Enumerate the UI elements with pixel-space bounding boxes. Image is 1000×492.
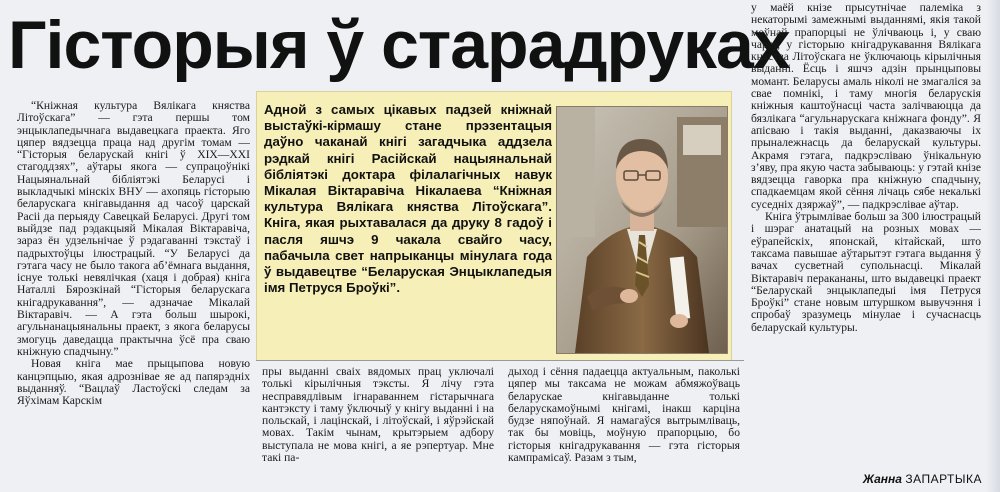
author-photo <box>556 106 728 354</box>
column-3 <box>508 366 740 490</box>
portrait-photo-icon <box>557 107 727 353</box>
column-4 <box>751 2 981 462</box>
paragraph: “Кніжная культура Вялікага княства Літоўскага” — гэта першы том энцыклапедычнага выдавецкага праекта. Яго цяпер вядзецца праца над другім томам — “Гісторыя беларускай кнігі ў XIX—XXI стагоддзях”, аўтары якога — супрацоўнікі Нацыянальнай бібліятэкі Беларусі і выкладчыкі мінскіх ВНУ — ахопяць гісторыю беларускага кнігавыдання ад часоў царскай Расіі да перыяду Савецкай Беларусі. Другі том выйдзе пад рэдакцыяй Мікалая Віктаравіча, зараз ён удзельнічае ў рэдагаванні тэкстаў і падрыхтоўцы ілюстрацый. “У Беларусі да гэтага часу не было такога аб’ёмнага выдання, існуе толькі невялічкая (хаця і добрая) кніга Наталлі Бярозкінай “Гісторыя беларускага кнігадрукавання”, — адзначае Мікалай Віктаравіч. — А гэта больш шырокі, агульнанацыянальны праект, з якога беларусы змогуць даведацца практычна ўсё пра сваю кніжную спадчыну.” <box>17 100 250 358</box>
author-byline <box>790 472 982 486</box>
paragraph: Новая кніга мае прыцыпова новую канцэпцыю, якая адрозніваe яе ад папярэдніх выданняў. “Вацлаў Ластоўскі следам за Яўхімам Карскім <box>17 357 250 408</box>
paragraph: дыход і сёння падаецца актуальным, паколькі цяпер мы таксама не можам абмяжоўваць беларускае кнігавыданне толькі беларускамоўнымі кнігамі, інакш карціна будзе няпоўнай. Я намагаўся вытрымліваць, так бы мовіць, моўную прапорцыю, бо гісторыя кнігадрукавання — гэта гісторыя кампрамісаў. Разам з тым, <box>508 366 740 465</box>
author-surname: ЗАПАРТЫКА <box>905 472 982 486</box>
author-first-name: Жанна <box>862 472 902 486</box>
article-headline: Гісторыя ў старадруках <box>8 7 790 83</box>
column-2 <box>262 366 494 490</box>
paragraph: пры выданні сваіх вядомых прац уключалі толькі кірылічныя тэксты. Я лічу гэта несправядлівым ігнараваннем гістарычнага кантэксту і таму ўключыў у кнігу выданні і на польскай, і лацінскай, і літоўскай, і яўрэйскай мовах. Такім чынам, крытэрыем адбору выступала не мова кнігі, а яе рэпертуар. Мне такі па- <box>262 366 494 465</box>
paragraph: у маёй кнізе прысутнічае палеміка з некаторымі замежнымі выданнямі, якія такой моўнай прапорцыі не ўлічваюць і, у сваю чаргу, у гісторыю кнігадрукавання Вялікага княства Літоўскага не ўключаюць кірылічныя выданні. Ёсць і яшчэ адзін прынцыповы момант. Беларусы амаль ніколі не змагаліся за свае помнікі, і таму многія беларускія кніжныя каштоўнасці часта залічваюцца да бязлікага “агульнарускага кніжнага фонду”. Я апісваю і такія выданні, даказваючы іх прыналежнасць да беларускай культуры. Акрамя гэтага, падкрэсліваю ўнікальную з’яву, пра якую часта забываюць: у гэтай кнізе вядзецца гаворка пра кніжную спадчыну, спадкаемцам якой сёння лічаць сябе некалькі суседніх дзяржаў”, — падкрэсліваe аўтар. <box>751 2 981 211</box>
paragraph: Кніга ўтрымлівае больш за 300 ілюстрацый і шэраг анатацый на розных мовах — еўрапейскіх, японскай, кітайскай, што таксама павышае аўтарытэт гэтага выдання ў вачах сусветнай супольнасці. Мікалай Віктаравіч перакананы, што выдавецкі праект “Беларускай энцыклапедыі імя Петруся Броўкі” стане новым штуршком вывучэння і спробаў зразумець мінулае і сучаснасць беларускай культуры. <box>751 210 981 334</box>
column-1 <box>17 100 250 490</box>
lead-paragraph: Адной з самых цікавых падзей кніжнай выстаўкі-кірмашу стане прэзентацыя даўно чаканай кнігі загадчыка аддзела рэдкай кнігі Расійскай нацыянальнай бібліятэкі доктара філалагічных навук Мікалая Віктаравіча Нікалаева “Кніжная культура Вялікага княства Літоўскага”. Кніга, якая рыхтавалася да друку 8 гадоў і пасля яшчэ 9 чакала свайго часу, пабачыла свет напрыканцы мінулага года ў выдавецтве “Беларуская Энцыклапедыя імя Петруся Броўкі”. <box>264 102 552 296</box>
divider <box>256 360 744 361</box>
scan-edge <box>986 0 1000 492</box>
